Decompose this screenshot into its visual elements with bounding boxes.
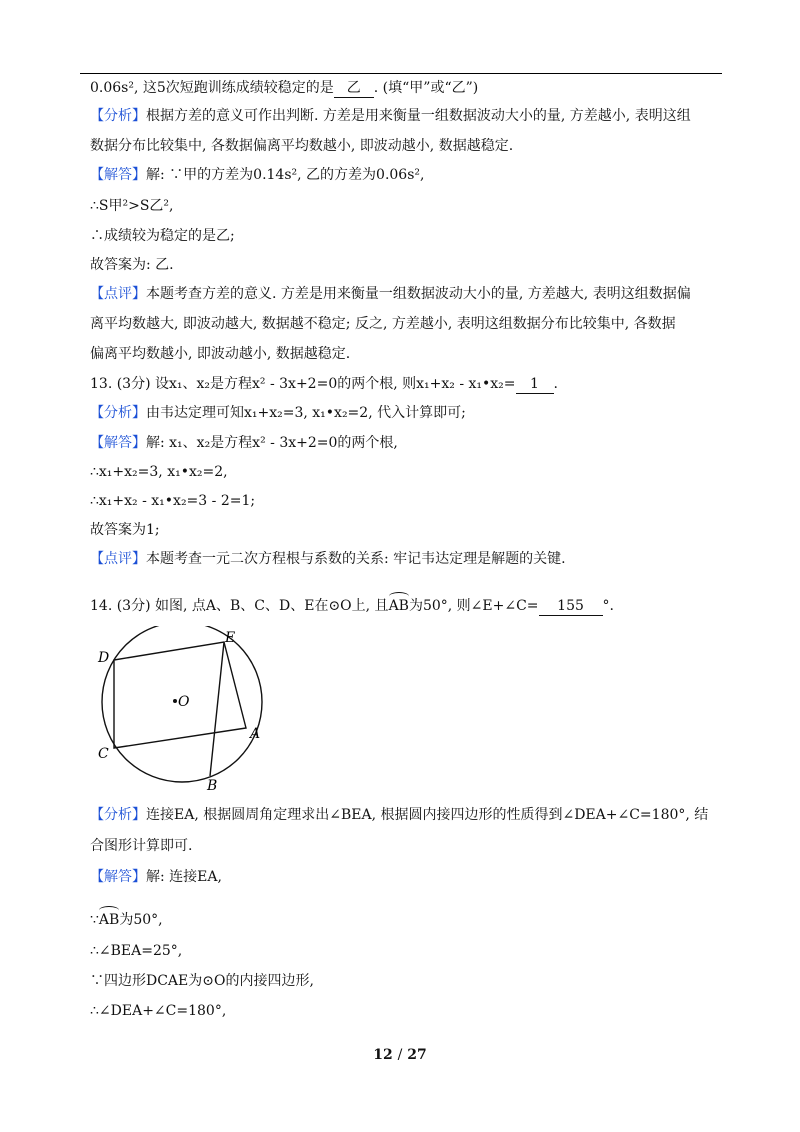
page-number (0, 1047, 800, 1063)
solution-tag: 【解答】 (90, 869, 146, 885)
solution-line: ∴x₁+x₂=3, x₁•x₂=2, (90, 464, 228, 480)
solution-line: ∵四边形DCAE为⊙O的内接四边形, (90, 973, 314, 989)
answer-blank: 1 (516, 375, 554, 394)
solution-text: 为50°, (119, 912, 163, 928)
solution-text: ∵ (90, 912, 99, 928)
circle-figure (92, 626, 292, 796)
label-a: A (250, 726, 261, 742)
analysis-line (90, 806, 708, 824)
solution-line: ∴∠BEA=25°, (90, 943, 183, 959)
analysis-line: 合图形计算即可. (90, 838, 193, 854)
question-text: 14. (3分) 如图, 点A、B、C、D、E在⊙O上, 且 (90, 598, 389, 614)
label-e: E (225, 630, 236, 646)
answer-blank: 155 (539, 597, 603, 616)
question-text: °. (602, 598, 614, 614)
comment-text: 本题考查方差的意义. 方差是用来衡量一组数据波动大小的量, 方差越大, 表明这组数据偏 (146, 286, 691, 302)
label-o: O (178, 694, 190, 710)
solution-line: ∴∠DEA+∠C=180°, (90, 1003, 227, 1019)
comment-tag: 【点评】 (90, 551, 146, 567)
comment-line: 离平均数越大, 即波动越大, 数据越不稳定; 反之, 方差越小, 表明这组数据分布比较集中, 各数据 (90, 316, 676, 332)
comment-text: 本题考查一元二次方程根与系数的关系: 牢记韦达定理是解题的关键. (146, 551, 566, 567)
solution-line (90, 868, 222, 886)
analysis-text: 根据方差的意义可作出判断. 方差是用来衡量一组数据波动大小的量, 方差越小, 表明这组 (146, 108, 691, 124)
solution-line (90, 166, 424, 184)
solution-tag: 【解答】 (90, 167, 146, 183)
question-14 (90, 592, 614, 616)
center-point (173, 699, 177, 703)
question-text: 0.06s², 这5次短跑训练成绩较稳定的是 (90, 80, 334, 96)
analysis-tag: 【分析】 (90, 405, 146, 421)
comment-line (90, 285, 691, 303)
question-text: 为50°, 则∠E+∠C= (408, 598, 539, 614)
page-current: 12 (373, 1047, 393, 1063)
arc-ab: AB (99, 906, 119, 929)
label-b: B (207, 778, 218, 794)
question-text: 13. (3分) 设x₁、x₂是方程x² - 3x+2=0的两个根, 则x₁+x₂ - x₁•x₂= (90, 376, 516, 392)
analysis-text: 连接EA, 根据圆周角定理求出∠BEA, 根据圆内接四边形的性质得到∠DEA+∠C=180°, 结 (146, 807, 709, 823)
solution-line: ∴成绩较为稳定的是乙; (90, 228, 235, 244)
solution-text: 解: 连接EA, (146, 869, 222, 885)
question-12-tail (90, 79, 478, 98)
solution-line: 故答案为: 乙. (90, 257, 174, 273)
page-separator: / (397, 1047, 403, 1063)
solution-line: ∴S甲²>S乙², (90, 198, 174, 214)
solution-text: 解: x₁、x₂是方程x² - 3x+2=0的两个根, (146, 435, 398, 451)
analysis-line (90, 404, 466, 422)
solution-tag: 【解答】 (90, 435, 146, 451)
header-rule (80, 73, 722, 74)
question-13 (90, 375, 558, 394)
analysis-line (90, 107, 691, 125)
label-c: C (98, 746, 109, 762)
solution-line: 故答案为1; (90, 522, 160, 538)
comment-line: 偏离平均数越小, 即波动越小, 数据越稳定. (90, 346, 351, 362)
label-d: D (98, 650, 110, 666)
solution-line: ∴x₁+x₂ - x₁•x₂=3 - 2=1; (90, 493, 256, 509)
solution-line (90, 906, 163, 929)
segment-eb (210, 642, 224, 776)
comment-line (90, 550, 566, 568)
analysis-line: 数据分布比较集中, 各数据偏离平均数越小, 即波动越小, 数据越稳定. (90, 138, 514, 154)
arc-ab: AB (389, 592, 409, 615)
comment-tag: 【点评】 (90, 286, 146, 302)
solution-text: 解: ∵甲的方差为0.14s², 乙的方差为0.06s², (146, 167, 425, 183)
solution-line (90, 434, 398, 452)
analysis-tag: 【分析】 (90, 807, 146, 823)
question-text: . (填“甲”或“乙”) (373, 80, 479, 96)
page-total: 27 (407, 1047, 427, 1063)
answer-blank: 乙 (334, 79, 374, 98)
analysis-tag: 【分析】 (90, 108, 146, 124)
question-text: . (553, 376, 558, 392)
analysis-text: 由韦达定理可知x₁+x₂=3, x₁•x₂=2, 代入计算即可; (146, 405, 466, 421)
